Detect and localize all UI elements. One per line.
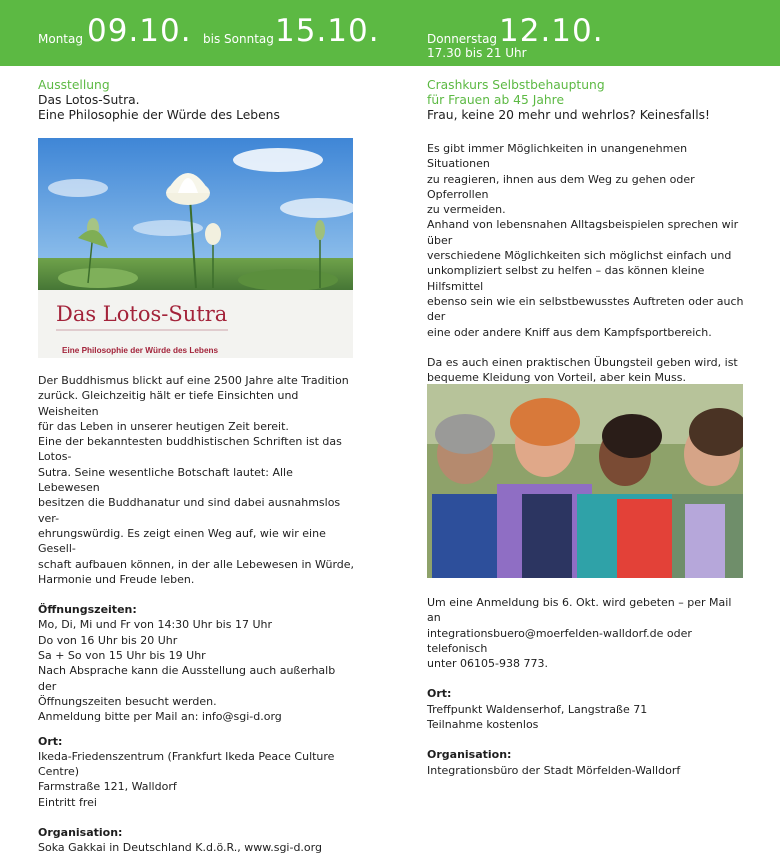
left-body-text [38, 373, 356, 587]
hours-line: Öffnungszeiten besucht werden. [38, 694, 217, 708]
registration-text [427, 595, 745, 671]
left-location-line: Ikeda-Friedenszentrum (Frankfurt Ikeda Peace Culture Centre) [38, 749, 335, 779]
left-body-line: Sutra. Seine wesentliche Botschaft lautet: Alle Lebewesen [38, 465, 293, 495]
lotus-illustration [38, 138, 353, 358]
header-day-end: bis Sonntag [203, 32, 274, 46]
left-body-line: besitzen die Buddhanatur und sind dabei ausnahmslos ver- [38, 496, 341, 525]
left-location-list [38, 749, 356, 810]
right-body-line: verschiedene Möglichkeiten sich möglichst einfach und [427, 249, 732, 263]
book-title: Das Lotos-Sutra [56, 302, 228, 326]
registration-line: unter 06105-938 773. [427, 657, 548, 671]
right-location-line: Treffpunkt Waldenserhof, Langstraße 71 [427, 702, 648, 716]
right-body-line: eine oder andere Kniff aus dem Kampfsportbereich. [427, 325, 712, 339]
left-title-line1: Das Lotos-Sutra. [38, 93, 140, 107]
header-day-right: Donnerstag [427, 32, 498, 46]
right-body-line: Da es auch einen praktischen Übungsteil geben wird, ist [427, 355, 738, 369]
hours-list [38, 617, 356, 724]
left-org-heading: Organisation: [38, 826, 123, 840]
right-location-heading: Ort: [427, 687, 452, 701]
hours-line: Nach Absprache kann die Ausstellung auch außerhalb der [38, 664, 336, 693]
left-body-line: Der Buddhismus blickt auf eine 2500 Jahre alte Tradition [38, 374, 349, 387]
right-title: Frau, keine 20 mehr und wehrlos? Keinesfalls! [427, 108, 710, 122]
right-category: Crashkurs Selbstbehauptung [427, 78, 605, 92]
left-location-line: Eintritt frei [38, 795, 97, 809]
left-column [38, 78, 356, 123]
right-body-line: Es gibt immer Möglichkeiten in unangenehmen Situationen [427, 142, 688, 171]
lotus-book-image [38, 138, 353, 358]
left-title-line2: Eine Philosophie der Würde des Lebens [38, 108, 280, 123]
left-body [38, 373, 356, 856]
hours-heading: Öffnungszeiten: [38, 603, 137, 617]
header-date-start: 09.10. [87, 13, 192, 49]
left-body-line: zurück. Gleichzeitig hält er tiefe Einsichten und Weisheiten [38, 389, 299, 418]
right-body-line: zu reagieren, ihnen aus dem Weg zu gehen oder Opferrollen [427, 172, 695, 201]
header-day-start: Montag [38, 32, 83, 46]
book-subtitle: Eine Philosophie der Würde des Lebens [62, 346, 219, 355]
right-org-heading: Organisation: [427, 748, 512, 762]
right-location-list [427, 702, 745, 733]
registration-line: Um eine Anmeldung bis 6. Okt. wird gebeten – per Mail an [427, 596, 732, 625]
right-body1-text [427, 141, 745, 340]
left-body-line: ehrungswürdig. Es zeigt einen Weg auf, wie wir eine Gesell- [38, 526, 326, 556]
left-body-line: für das Leben in unserer heutigen Zeit bereit. [38, 419, 289, 433]
header-time-right: 17.30 bis 21 Uhr [427, 46, 527, 60]
right-footer [427, 595, 745, 778]
right-body-line: ebenso sein wie ein selbstbewusstes Auftreten oder auch der [427, 294, 744, 324]
right-body-line: Anhand von lebensnahen Alltagsbeispielen sprechen wir über [427, 218, 739, 247]
left-location-heading: Ort: [38, 734, 63, 748]
header-date-right: 12.10. [499, 13, 604, 49]
right-body-line: bequeme Kleidung von Vorteil, aber kein Muss. [427, 371, 686, 385]
header-bar [0, 0, 780, 66]
header-date-end: 15.10. [275, 13, 380, 49]
right-subcategory: für Frauen ab 45 Jahre [427, 93, 565, 107]
left-location-line: Farmstraße 121, Walldorf [38, 780, 177, 794]
left-body-line: schaft aufbauen können, in der alle Lebewesen in Würde, [38, 557, 355, 571]
women-photo [427, 384, 743, 578]
right-body-line: zu vermeiden. [427, 203, 506, 217]
hours-line: Do von 16 Uhr bis 20 Uhr [38, 633, 178, 647]
right-location-line: Teilnahme kostenlos [427, 718, 539, 732]
left-body-line: Eine der bekanntesten buddhistischen Schriften ist das Lotos- [38, 435, 342, 464]
right-column [427, 78, 745, 123]
hours-line: Anmeldung bitte per Mail an: info@sgi-d.org [38, 710, 282, 724]
left-org: Soka Gakkai in Deutschland K.d.ö.R., www.sgi-d.org [38, 841, 322, 855]
hours-line: Sa + So von 15 Uhr bis 19 Uhr [38, 649, 206, 663]
hours-line: Mo, Di, Mi und Fr von 14:30 Uhr bis 17 Uhr [38, 618, 272, 632]
women-illustration [427, 384, 743, 578]
right-body-line: unkompliziert selbst zu helfen – das können kleine Hilfsmittel [427, 264, 705, 293]
left-category: Ausstellung [38, 78, 110, 92]
left-body-line: Harmonie und Freude leben. [38, 572, 195, 586]
registration-line: integrationsbuero@moerfelden-walldorf.de oder telefonisch [427, 626, 692, 655]
right-org: Integrationsbüro der Stadt Mörfelden-Walldorf [427, 763, 681, 777]
